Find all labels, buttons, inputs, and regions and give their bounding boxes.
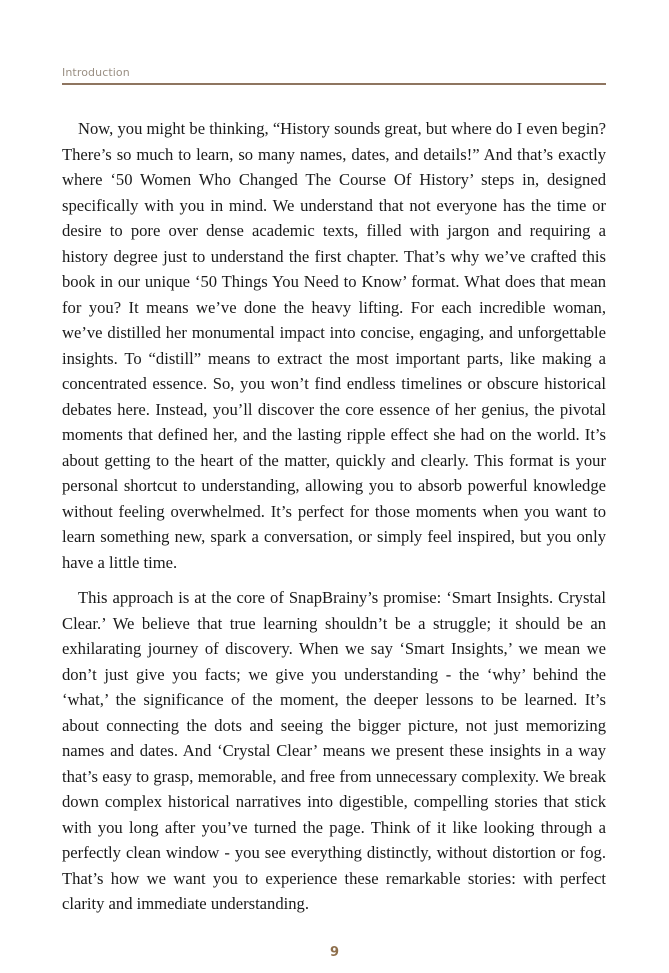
page-number: 9 xyxy=(329,945,340,960)
body-paragraph: This approach is at the core of SnapBrainy’s promise: ‘Smart Insights. Crystal Clear.’ We believe that true learning shouldn’t be a struggle; it should be an exhilarating journey of discovery. When we say ‘Smart Insights,’ we mean we don’t just give you facts; we give you understanding - the ‘why’ behind the ‘what,’ the significance of the moment, the deeper lessons to be learned. It’s about connecting the dots and seeing the bigger picture, not just memorizing names and dates. And ‘Crystal Clear’ means we present these insights in a way that’s easy to grasp, memorable, and free from unnecessary complexity. We break down complex historical narratives into digestible, compelling stories that stick with you long after you’ve turned the page. Think of it like looking through a perfectly clean window - you see everything distinctly, without distortion or fog. That’s how we want you to experience these remarkable stories: with perfect clarity and immediate understanding. xyxy=(62,588,606,913)
page-body xyxy=(62,116,606,927)
running-header-title: Introduction xyxy=(62,66,130,79)
header-divider xyxy=(62,83,606,85)
body-paragraph: Now, you might be thinking, “History sounds great, but where do I even begin? There’s so much to learn, so many names, dates, and details!” And that’s exactly where ‘50 Women Who Changed The Course Of History’ steps in, designed specifically with you in mind. We understand that not everyone has the time or desire to pore over dense academic texts, filled with jargon and requiring a history degree just to understand the first chapter. That’s why we’ve crafted this book in our unique ‘50 Things You Need to Know’ format. What does that mean for you? It means we’ve done the heavy lifting. For each incredible woman, we’ve distilled her monumental impact into concise, engaging, and unforgettable insights. To “distill” means to extract the most important parts, like making a concentrated essence. So, you won’t find endless timelines or obscure historical debates here. Instead, you’ll discover the core essence of her genius, the pivotal moments that defined her, and the lasting ripple effect she had on the world. It’s about getting to the heart of the matter, quickly and clearly. This format is your personal shortcut to understanding, allowing you to absorb powerful knowledge without feeling overwhelmed. It’s perfect for those moments when you want to learn something new, spark a conversation, or simply feel inspired, but you only have a little time. xyxy=(62,119,606,572)
